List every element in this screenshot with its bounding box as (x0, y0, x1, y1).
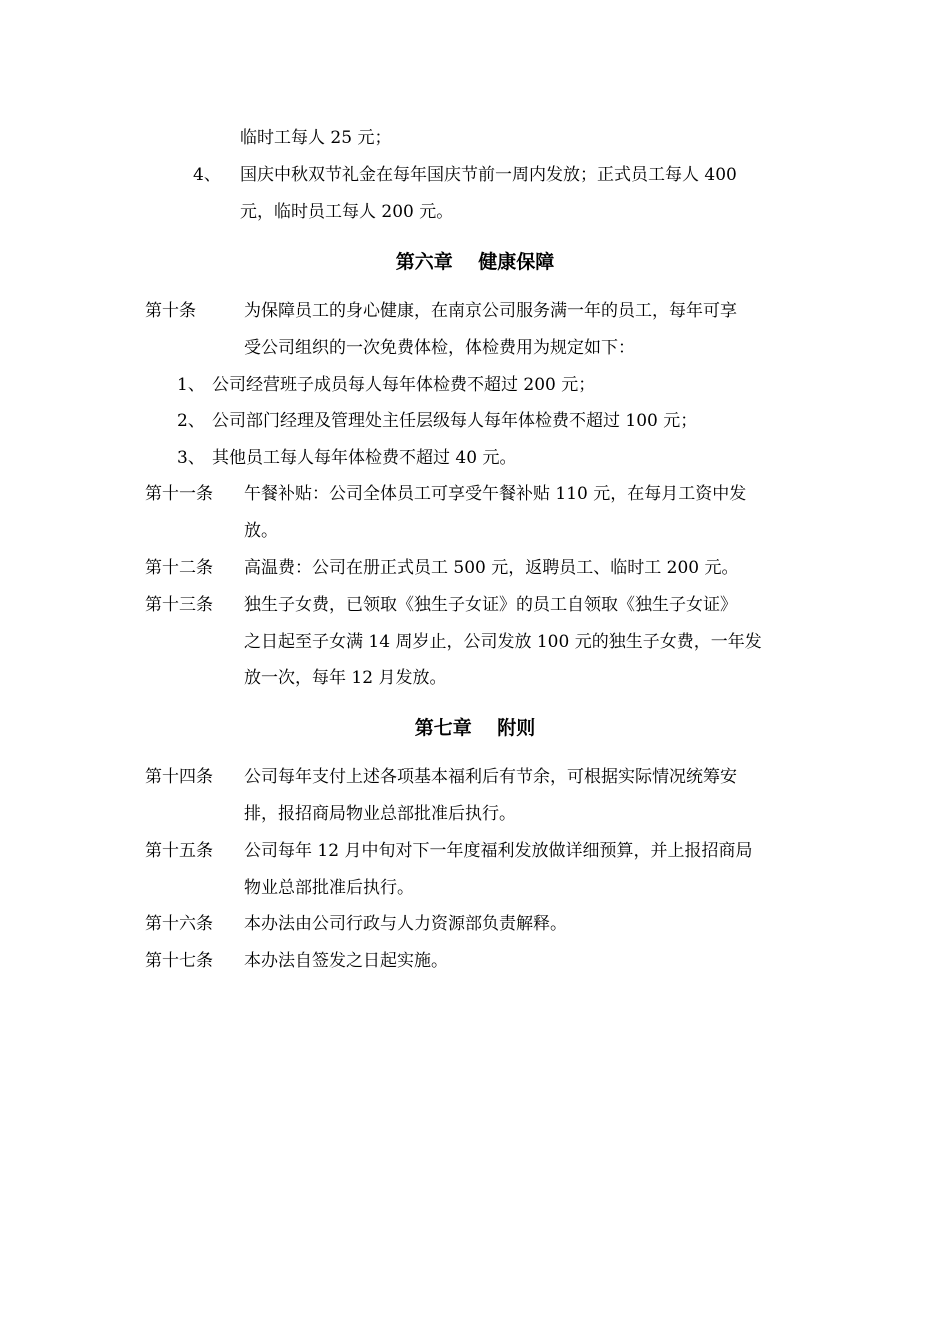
article-11-line-2: 放。 (244, 521, 278, 541)
article-16-label: 第十六条 (145, 914, 213, 934)
health-list-item-1-text: 公司经营班子成员每人每年体检费不超过 200 元； (212, 375, 596, 395)
article-11-line-1: 午餐补贴：公司全体员工可享受午餐补贴 110 元，在每月工资中发 (244, 484, 747, 504)
article-17-label: 第十七条 (145, 951, 213, 971)
article-10-line-1: 为保障员工的身心健康，在南京公司服务满一年的员工，每年可享 (244, 301, 737, 321)
article-10-label: 第十条 (145, 301, 196, 321)
article-12-line-1: 高温费：公司在册正式员工 500 元，返聘员工、临时工 200 元。 (244, 558, 739, 578)
health-list-item-2-text: 公司部门经理及管理处主任层级每人每年体检费不超过 100 元； (212, 411, 698, 431)
article-12-label: 第十二条 (145, 558, 213, 578)
chapter-6-title: 第六章 健康保障 (395, 251, 555, 273)
article-15-line-1: 公司每年 12 月中旬对下一年度福利发放做详细预算，并上报招商局 (244, 841, 753, 861)
article-17-line-1: 本办法自签发之日起实施。 (244, 951, 448, 971)
article-14-line-1: 公司每年支付上述各项基本福利后有节余，可根据实际情况统筹安 (244, 767, 737, 787)
list-item-4-line-1: 国庆中秋双节礼金在每年国庆节前一周内发放；正式员工每人 400 (240, 165, 737, 185)
article-11-label: 第十一条 (145, 484, 213, 504)
article-13-line-1: 独生子女费，已领取《独生子女证》的员工自领取《独生子女证》 (244, 595, 737, 615)
chapter-7-title: 第七章 附则 (414, 717, 536, 739)
health-list-item-3-text: 其他员工每人每年体检费不超过 40 元。 (212, 448, 517, 468)
list-item-4-number: 4、 (193, 165, 221, 185)
health-list-item-3-number: 3、 (177, 448, 205, 468)
article-15-label: 第十五条 (145, 841, 213, 861)
article-15-line-2: 物业总部批准后执行。 (244, 878, 414, 898)
article-10-line-2: 受公司组织的一次免费体检，体检费用为规定如下： (244, 338, 635, 358)
health-list-item-1-number: 1、 (177, 375, 205, 395)
article-13-line-3: 放一次，每年 12 月发放。 (244, 668, 447, 688)
article-16-line-1: 本办法由公司行政与人力资源部负责解释。 (244, 914, 567, 934)
list-item-4-line-2: 元，临时员工每人 200 元。 (240, 202, 454, 222)
article-14-label: 第十四条 (145, 767, 213, 787)
list-item-3-continuation: 临时工每人 25 元； (240, 128, 392, 148)
health-list-item-2-number: 2、 (177, 411, 205, 431)
article-13-label: 第十三条 (145, 595, 213, 615)
article-14-line-2: 排，报招商局物业总部批准后执行。 (244, 804, 516, 824)
article-13-line-2: 之日起至子女满 14 周岁止，公司发放 100 元的独生子女费，一年发 (244, 632, 762, 652)
